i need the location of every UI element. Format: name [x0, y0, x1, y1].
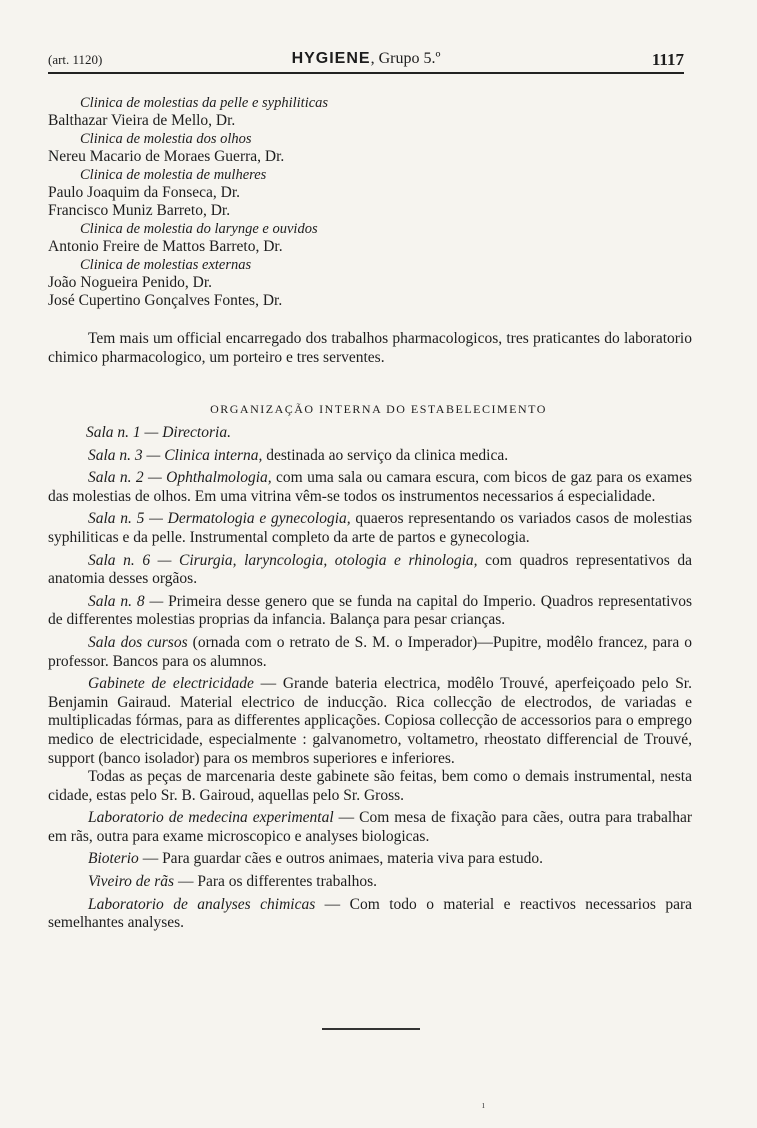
clinic-heading: Clinica de molestias externas	[80, 257, 252, 273]
room-entry	[48, 424, 692, 443]
room-text: — Grande bateria electrica, modêlo Trouvé, aperfeiçoado pelo Sr. Benjamin Gairaud. Material electrico de inducção. Rica collecção de electrodos, de variadas e multiplicadas fórmas, para as differentes applicações. Copiosa collecção de accessorios para o emprego medico de electricidade, especialmente : galvanometro, voltametro, rheostato differencial de Trouvé, support (banco isolador) para os membros superiores e inferiores.	[48, 675, 692, 767]
room-label: Sala n. 1 — Directoria.	[86, 424, 231, 441]
room-entry	[48, 552, 692, 589]
clinic-heading: Clinica de molestia do larynge e ouvidos	[80, 221, 318, 237]
room-text: Todas as peças de marcenaria deste gabinete são feitas, bem como o demais instrumental, nesta cidade, estas pelo Sr. B. Gairoud, aquellas pelo Sr. Gross.	[48, 768, 692, 804]
room-text: — Com todo o material e reactivos necessarios para semelhantes analyses.	[48, 895, 693, 932]
room-label: Laboratorio de medecina experimental	[88, 809, 334, 827]
rooms-list	[48, 424, 692, 933]
room-text: com uma sala ou camara escura, com bicos de gaz para os exames das molestias de olhos. Em uma vitrina vêm-se todos os instrumentos necessarios á especialidade.	[48, 469, 693, 505]
room-entry	[48, 510, 692, 547]
room-entry	[48, 850, 692, 869]
room-entry	[48, 873, 692, 892]
room-text: — Com mesa de fixação para cães, outra para trabalhar em rãs, outra para exame microscopico e analyses biologicas.	[48, 809, 692, 845]
room-label: Sala n. 6 — Cirurgia, laryncologia, otologia e rhinologia,	[88, 551, 478, 569]
clinic-heading: Clinica de molestias da pelle e syphiliticas	[80, 95, 329, 111]
room-label: Viveiro de rãs	[88, 873, 175, 891]
staff-name: João Nogueira Penido, Dr.	[48, 274, 213, 291]
staff-name: Nereu Macario de Moraes Guerra, Dr.	[48, 148, 285, 165]
room-label: Sala dos cursos	[88, 633, 188, 651]
room-text: — Para guardar cães e outros animaes, materia viva para estudo.	[138, 850, 543, 868]
room-label: Sala n. 8 —	[88, 592, 164, 610]
room-entry	[48, 447, 692, 466]
room-entry	[48, 768, 692, 805]
end-rule	[322, 1028, 420, 1030]
header-rule	[48, 72, 684, 74]
room-label: Sala n. 3 — Clinica interna,	[88, 446, 263, 464]
running-title	[48, 50, 684, 68]
room-text: com quadros representativos da anatomia desses orgãos.	[48, 551, 693, 588]
room-text: destinada ao serviço da clinica medica.	[262, 446, 509, 464]
staff-list	[48, 94, 688, 310]
page-number: 1117	[651, 50, 684, 69]
room-entry	[48, 896, 692, 933]
room-entry	[48, 634, 692, 671]
clinic-heading: Clinica de molestia de mulheres	[80, 167, 267, 183]
staff-name: José Cupertino Gonçalves Fontes, Dr.	[48, 292, 283, 309]
clinic-heading: Clinica de molestia dos olhos	[80, 131, 252, 147]
running-title-group: , Grupo 5.º	[370, 50, 441, 67]
print-speck: ı	[482, 1100, 485, 1111]
room-entry	[48, 675, 692, 768]
staff-note: Tem mais um official encarregado dos trabalhos pharmacologicos, tres praticantes do laboratorio chimico pharmacologico, um porteiro e tres serventes.	[48, 330, 692, 366]
room-text: (ornada com o retrato de S. M. o Imperador)—Pupitre, modêlo francez, para o professor. Bancos para os alumnos.	[48, 633, 692, 670]
room-text: — Para os differentes trabalhos.	[174, 873, 377, 891]
article-reference: (art. 1120)	[48, 52, 103, 67]
room-text: quaeros representando os variados casos de molestias syphiliticas e da pelle. Instrumental completo da arte de partos e gynecologia.	[48, 510, 692, 546]
room-entry	[48, 809, 692, 846]
room-text: Primeira desse genero que se funda na capital do Imperio. Quadros representativos de differentes molestias proprias da infancia. Balança para pesar crianças.	[48, 592, 693, 629]
room-label: Gabinete de electricidade	[88, 675, 254, 693]
room-label: Laboratorio de analyses chimicas	[88, 895, 316, 913]
staff-name: Paulo Joaquim da Fonseca, Dr.	[48, 184, 241, 201]
room-label: Sala n. 2 — Ophthalmologia,	[88, 469, 272, 487]
section-title: ORGANIZAÇÃO INTERNA DO ESTABELECIMENTO	[210, 402, 547, 416]
room-entry	[48, 593, 692, 630]
room-label: Bioterio	[88, 850, 139, 868]
staff-name: Antonio Freire de Mattos Barreto, Dr.	[48, 238, 283, 255]
room-label: Sala n. 5 — Dermatologia e gynecologia,	[88, 510, 351, 528]
running-title-bold: HYGIENE	[291, 50, 371, 67]
page-header	[48, 50, 684, 72]
staff-name: Balthazar Vieira de Mello, Dr.	[48, 112, 236, 129]
staff-name: Francisco Muniz Barreto, Dr.	[48, 202, 231, 219]
room-entry	[48, 469, 692, 506]
